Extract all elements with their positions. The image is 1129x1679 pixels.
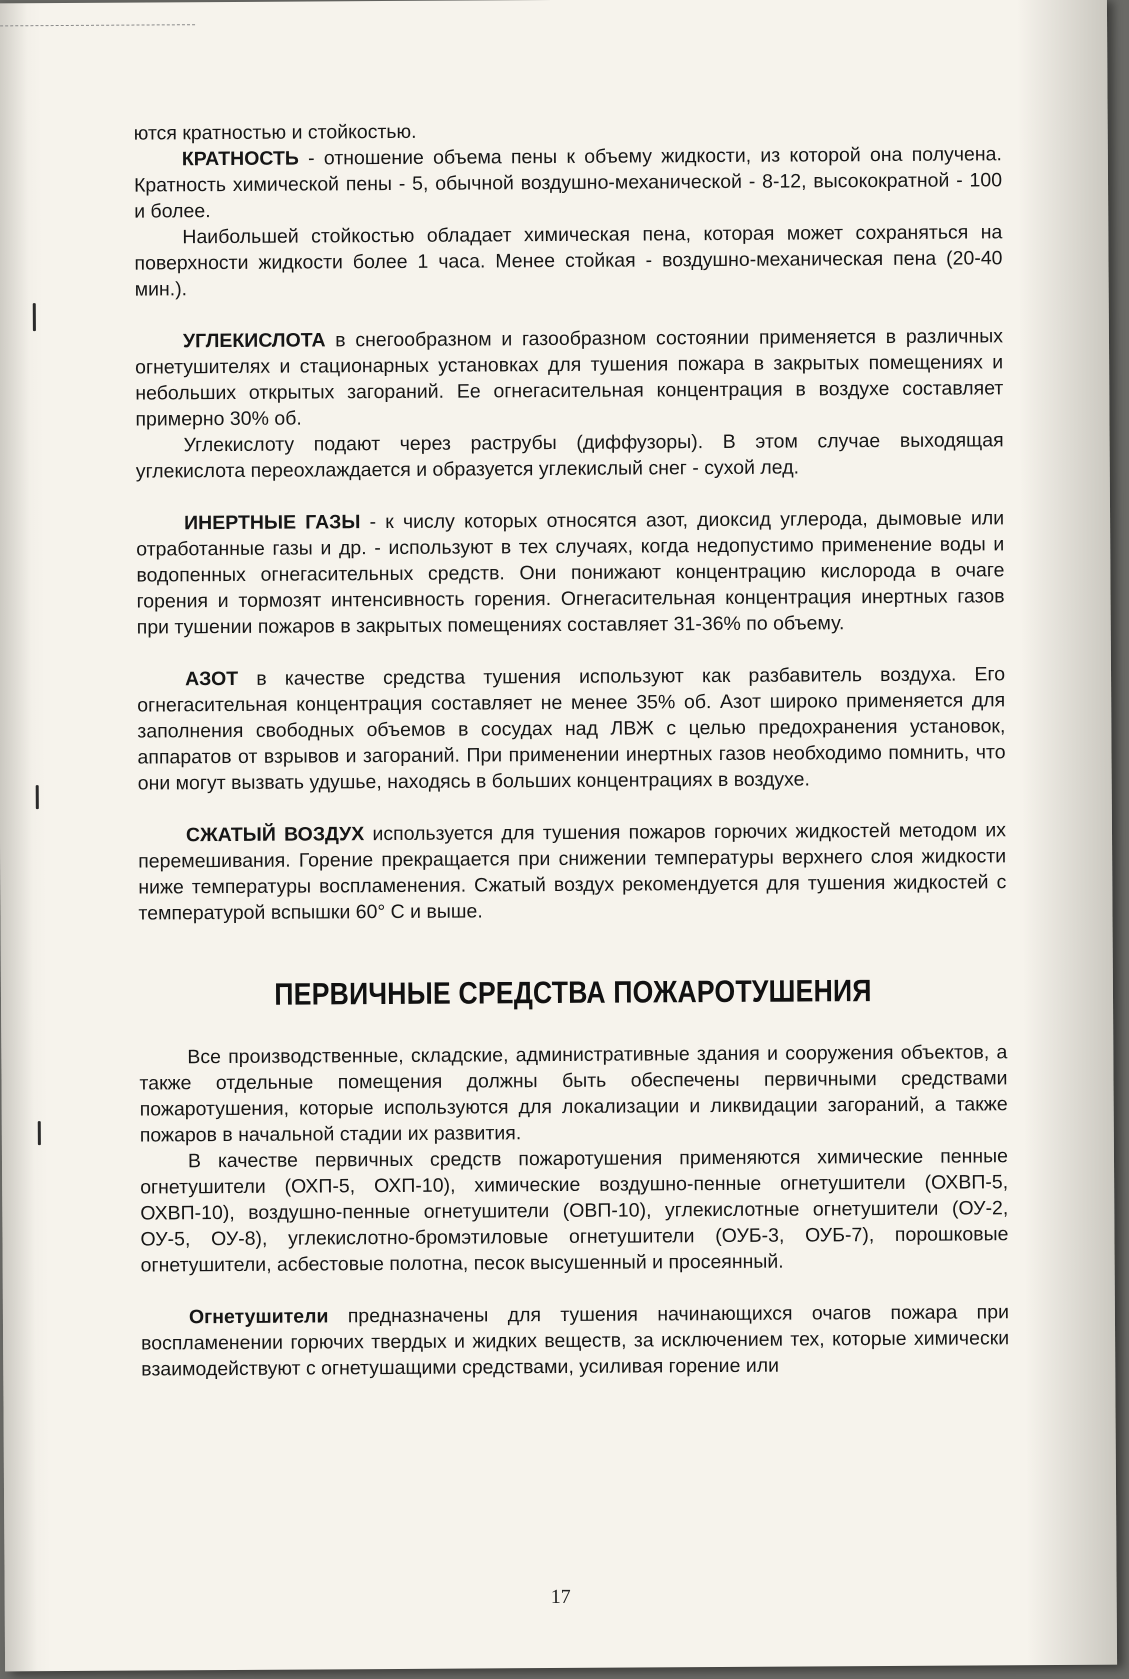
paragraph	[139, 1039, 1008, 1148]
scan-edge-mark	[0, 24, 195, 27]
section-heading: ПЕРВИЧНЫЕ СРЕДСТВА ПОЖАРОТУШЕНИЯ	[274, 973, 872, 1012]
term-lead: Огнетушители	[188, 1305, 329, 1329]
paragraph	[135, 323, 1004, 432]
paragraph-text: Все производственные, складские, административные здания и сооружения объектов, а также отдельные помещения должны быть обеспечены первичными средствами пожаротушения, которые используются для локализации и ликвидации загораний, а также пожаров в начальной стадии их развития.	[139, 1041, 1008, 1147]
paragraph	[137, 661, 1006, 796]
paragraph	[140, 1143, 1009, 1278]
term-lead: УГЛЕКИСЛОТА	[182, 329, 326, 353]
term-lead: КРАТНОСТЬ	[181, 147, 299, 171]
page-body-text	[134, 115, 1010, 1382]
term-lead: АЗОТ	[184, 667, 239, 691]
paragraph	[134, 219, 1002, 302]
binding-mark	[38, 1121, 41, 1145]
paragraph-text: - к числу которых относятся азот, диоксид углерода, дымовые или отработанные газы и др. - используют в тех случаях, когда недопустимо применение воды и водопенных огнегасительных средств. Они понижают концентрацию кислорода в очаге горения и тормозят интенсивность горения. Огнегасительная концентрация инертных газов при тушении пожаров в закрытых помещениях составляет 31-36% по объему.	[136, 507, 1005, 639]
paragraph-text: В качестве первичных средств пожаротушения применяются химические пенные огнетушители (ОХП-5, ОХП-10), химические воздушно-пенные огнетушители (ОХВП-5, ОХВП-10), воздушно-пенные огнетушители (ОВП-10), углекислотные огнетушители (ОУ-2, ОУ-5, ОУ-8), углекислотно-бромэтиловые огнетушители (ОУБ-3, ОУБ-7), порошковые огнетушители, асбестовые полотна, песок высушенный и просеянный.	[140, 1145, 1009, 1277]
paragraph	[134, 141, 1002, 224]
paragraph-text: Углекислоту подают через раструбы (диффузоры). В этом случае выходящая углекислота переохлаждается и образуется углекислый снег - сухой лед.	[135, 429, 1004, 483]
paragraph-text: ются кратностью и стойкостью.	[133, 120, 417, 145]
paragraph	[141, 1299, 1009, 1382]
paragraph-text: используется для тушения пожаров горючих жидкостей методом их перемешивания. Горение прекращается при снижении температуры верхнего слоя жидкости ниже температуры воспламенения. Сжатый воздух рекомендуется для тушения жидкостей с температурой вспышки 60° С и выше.	[138, 819, 1007, 925]
paragraph-text: в качестве средства тушения используют как разбавитель воздуха. Его огнегасительная концентрация составляет не менее 35% об. Азот широко применяется для заполнения свободных объемов в сосудах над ЛВЖ с целью предохранения установок, аппаратов от взрывов и загораний. При применении инертных газов необходимо помнить, что они могут вызвать удушье, находясь в больших концентрациях в воздухе.	[137, 663, 1006, 795]
paragraph	[136, 427, 1004, 484]
term-lead: СЖАТЫЙ ВОЗДУХ	[185, 823, 365, 847]
binding-mark	[33, 303, 36, 331]
paragraph	[136, 505, 1005, 640]
term-lead: ИНЕРТНЫЕ ГАЗЫ	[184, 511, 361, 535]
paragraph-text: - отношение объема пены к объему жидкости, из которой она получена. Кратность химической пены - 5, обычной воздушно-механической - 8-12, высокократной - 100 и более.	[133, 143, 1003, 223]
page-number: 17	[550, 1585, 571, 1609]
paragraph	[138, 817, 1007, 926]
paragraph-text: предназначены для тушения начинающихся очагов пожара при воспламенении горючих твердых и жидких веществ, за исключением тех, которые химически взаимодействуют с огнетушащими средствами, усиливая горение или	[141, 1301, 1010, 1381]
binding-mark	[36, 785, 39, 809]
paragraph-text: в снегообразном и газообразном состоянии применяется в различных огнетушителях и стационарных установках для тушения пожара в закрытых помещениях и небольших открытых загораний. Ее огнегасительная концентрация в воздухе составляет примерно 30% об.	[135, 325, 1004, 431]
paragraph-text: Наибольшей стойкостью обладает химическая пена, которая может сохраняться на поверхности жидкости более 1 часа. Менее стойкая - воздушно-механическая пена (20-40 мин.).	[134, 221, 1003, 301]
